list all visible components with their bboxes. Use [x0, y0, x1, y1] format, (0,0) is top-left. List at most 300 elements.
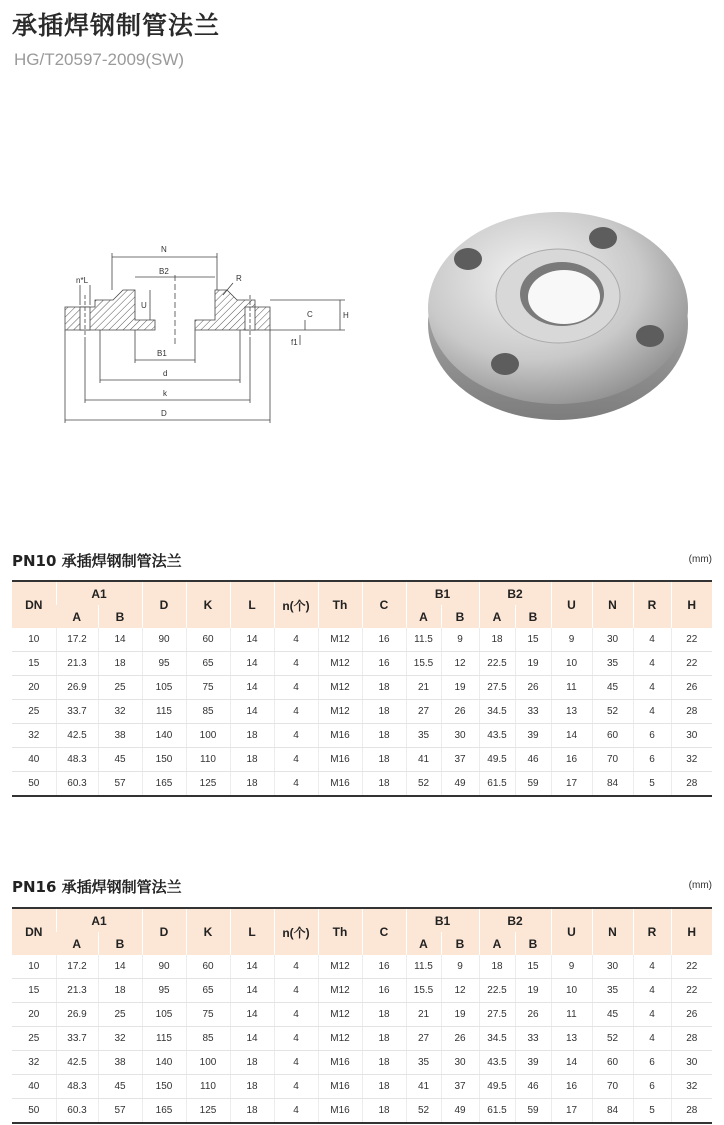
table-cell: 35: [406, 724, 441, 748]
table-cell: 19: [515, 979, 551, 1003]
table-cell: 84: [592, 1099, 633, 1124]
table-cell: 150: [142, 1075, 186, 1099]
header-b2: B2: [479, 581, 551, 605]
table-cell: 85: [186, 1027, 230, 1051]
table-cell: 4: [274, 1027, 318, 1051]
table-cell: 18: [479, 628, 515, 652]
table-cell: 95: [142, 652, 186, 676]
table-cell: 110: [186, 748, 230, 772]
table-cell: 4: [633, 1003, 671, 1027]
table-cell: 65: [186, 979, 230, 1003]
label-f1: f1: [291, 338, 298, 347]
header-b1: B1: [406, 908, 479, 932]
table-cell: 28: [671, 1099, 712, 1124]
table-cell: 70: [592, 1075, 633, 1099]
header-b2-a: A: [479, 932, 515, 955]
table-cell: 14: [551, 724, 592, 748]
table-cell: 26: [441, 700, 479, 724]
header-a1-b: B: [98, 605, 142, 628]
header-c: C: [362, 581, 406, 628]
label-d-small: d: [163, 369, 168, 378]
table-cell: 18: [362, 772, 406, 797]
header-th: Th: [318, 908, 362, 955]
table-cell: 17.2: [56, 955, 98, 979]
table-cell: 4: [274, 772, 318, 797]
table-cell: 10: [551, 652, 592, 676]
table-cell: 150: [142, 748, 186, 772]
table-cell: 19: [441, 1003, 479, 1027]
table-cell: 4: [274, 1051, 318, 1075]
table-cell: 13: [551, 700, 592, 724]
table-cell: 17: [551, 1099, 592, 1124]
table-cell: 50: [12, 772, 56, 797]
table-cell: M12: [318, 979, 362, 1003]
table-cell: 115: [142, 700, 186, 724]
label-u: U: [141, 301, 147, 310]
table-cell: 115: [142, 1027, 186, 1051]
table-cell: 90: [142, 628, 186, 652]
table-cell: 48.3: [56, 748, 98, 772]
table-cell: 22.5: [479, 652, 515, 676]
header-a1: A1: [56, 581, 142, 605]
header-a1: A1: [56, 908, 142, 932]
table-cell: 40: [12, 748, 56, 772]
table-cell: 165: [142, 772, 186, 797]
table-cell: 49.5: [479, 748, 515, 772]
table-cell: 4: [633, 979, 671, 1003]
standard-code: HG/T20597-2009(SW): [14, 50, 185, 69]
table-cell: 26.9: [56, 676, 98, 700]
table-cell: M16: [318, 1099, 362, 1124]
table-cell: 17.2: [56, 628, 98, 652]
table-row: [12, 700, 712, 724]
table-cell: 27: [406, 700, 441, 724]
table-cell: 60.3: [56, 1099, 98, 1124]
table-cell: 11: [551, 676, 592, 700]
table-cell: 49: [441, 772, 479, 797]
table-cell: 15: [12, 652, 56, 676]
table-cell: 60: [592, 724, 633, 748]
table-cell: 18: [230, 1075, 274, 1099]
table-cell: 105: [142, 676, 186, 700]
label-r: R: [236, 274, 242, 283]
label-nl: n*L: [76, 276, 89, 285]
table-cell: 4: [274, 955, 318, 979]
table-cell: 110: [186, 1075, 230, 1099]
table-cell: 48.3: [56, 1075, 98, 1099]
table-cell: 49.5: [479, 1075, 515, 1099]
table-cell: 50: [12, 1099, 56, 1124]
table-cell: 4: [633, 1027, 671, 1051]
header-k: K: [186, 581, 230, 628]
table-cell: 30: [592, 955, 633, 979]
table-row: [12, 1099, 712, 1124]
table-cell: 39: [515, 1051, 551, 1075]
table-cell: 27: [406, 1027, 441, 1051]
table-row: [12, 955, 712, 979]
table-cell: 90: [142, 955, 186, 979]
table-cell: 6: [633, 724, 671, 748]
table-cell: 59: [515, 772, 551, 797]
table-row: [12, 1075, 712, 1099]
table-cell: 32: [12, 724, 56, 748]
pn10-unit: (mm): [688, 554, 712, 565]
table-cell: 65: [186, 652, 230, 676]
label-k: k: [163, 389, 167, 398]
header-h: H: [671, 908, 712, 955]
table-cell: 45: [592, 676, 633, 700]
table-cell: 18: [98, 979, 142, 1003]
label-c: C: [307, 310, 313, 319]
table-cell: 15.5: [406, 979, 441, 1003]
pn16-unit: (mm): [688, 880, 712, 891]
table-cell: 41: [406, 1075, 441, 1099]
header-l: L: [230, 908, 274, 955]
table-cell: 13: [551, 1027, 592, 1051]
table-cell: 21: [406, 676, 441, 700]
table-cell: 45: [98, 1075, 142, 1099]
table-cell: 45: [592, 1003, 633, 1027]
header-a1-b: B: [98, 932, 142, 955]
table-cell: 30: [671, 1051, 712, 1075]
table-cell: 18: [362, 748, 406, 772]
table-cell: 37: [441, 1075, 479, 1099]
table-cell: 14: [230, 676, 274, 700]
table-cell: 33: [515, 1027, 551, 1051]
table-cell: 15: [515, 628, 551, 652]
table-cell: 26: [515, 676, 551, 700]
table-cell: 12: [441, 652, 479, 676]
table-cell: 32: [12, 1051, 56, 1075]
table-cell: 21.3: [56, 979, 98, 1003]
table-cell: 15: [515, 955, 551, 979]
table-cell: 11.5: [406, 628, 441, 652]
table-cell: 16: [362, 955, 406, 979]
table-cell: 5: [633, 1099, 671, 1124]
table-cell: 30: [592, 628, 633, 652]
header-r: R: [633, 581, 671, 628]
table-cell: 52: [592, 700, 633, 724]
header-b1: B1: [406, 581, 479, 605]
table-cell: 30: [441, 1051, 479, 1075]
header-r: R: [633, 908, 671, 955]
table-cell: 4: [274, 979, 318, 1003]
table-cell: 37: [441, 748, 479, 772]
table-cell: 19: [441, 676, 479, 700]
table-cell: 30: [441, 724, 479, 748]
header-l: L: [230, 581, 274, 628]
table-cell: 34.5: [479, 1027, 515, 1051]
table-row: [12, 1003, 712, 1027]
table-cell: 4: [633, 652, 671, 676]
pn10-section-title: PN10 承插焊钢制管法兰: [12, 552, 182, 570]
table-cell: 52: [406, 772, 441, 797]
table-cell: 11.5: [406, 955, 441, 979]
label-d-large: D: [161, 409, 167, 418]
table-row: [12, 1027, 712, 1051]
table-cell: 14: [230, 1027, 274, 1051]
table-cell: 18: [362, 1051, 406, 1075]
table-cell: 18: [98, 652, 142, 676]
table-cell: 84: [592, 772, 633, 797]
table-cell: 35: [406, 1051, 441, 1075]
table-cell: 21: [406, 1003, 441, 1027]
header-h: H: [671, 581, 712, 628]
table-cell: 12: [441, 979, 479, 1003]
flange-cross-section-drawing: [55, 235, 355, 430]
table-cell: 38: [98, 1051, 142, 1075]
table-cell: 18: [230, 1051, 274, 1075]
table-cell: 25: [12, 1027, 56, 1051]
table-cell: 6: [633, 1075, 671, 1099]
table-cell: 9: [441, 628, 479, 652]
table-cell: 18: [362, 1075, 406, 1099]
table-cell: M16: [318, 724, 362, 748]
table-cell: 100: [186, 1051, 230, 1075]
header-n-count: n(个): [274, 908, 318, 955]
table-cell: 52: [406, 1099, 441, 1124]
table-cell: 49: [441, 1099, 479, 1124]
header-dn: DN: [12, 581, 56, 628]
table-cell: M12: [318, 1003, 362, 1027]
table-cell: 60.3: [56, 772, 98, 797]
table-cell: 25: [12, 700, 56, 724]
table-cell: 9: [441, 955, 479, 979]
table-cell: 52: [592, 1027, 633, 1051]
header-b2-a: A: [479, 605, 515, 628]
table-cell: 95: [142, 979, 186, 1003]
table-row: [12, 652, 712, 676]
table-cell: 22: [671, 628, 712, 652]
table-cell: 33.7: [56, 1027, 98, 1051]
table-cell: 140: [142, 724, 186, 748]
table-cell: 4: [274, 676, 318, 700]
table-cell: 18: [362, 1099, 406, 1124]
table-cell: 33.7: [56, 700, 98, 724]
table-cell: 26: [515, 1003, 551, 1027]
table-cell: 105: [142, 1003, 186, 1027]
table-cell: 20: [12, 1003, 56, 1027]
table-cell: 16: [362, 979, 406, 1003]
pn16-spec-table: [12, 907, 712, 1124]
table-cell: 14: [230, 1003, 274, 1027]
table-cell: 14: [230, 700, 274, 724]
table-cell: 41: [406, 748, 441, 772]
label-b2: B2: [159, 267, 169, 276]
page-title: 承插焊钢制管法兰: [12, 11, 221, 40]
table-row: [12, 676, 712, 700]
table-cell: 14: [230, 979, 274, 1003]
table-cell: 46: [515, 1075, 551, 1099]
table-cell: M12: [318, 628, 362, 652]
header-b1-a: A: [406, 605, 441, 628]
table-cell: 9: [551, 955, 592, 979]
table-cell: 43.5: [479, 1051, 515, 1075]
table-cell: 6: [633, 748, 671, 772]
table-cell: M12: [318, 652, 362, 676]
table-cell: 10: [12, 955, 56, 979]
table-row: [12, 724, 712, 748]
table-cell: 16: [551, 1075, 592, 1099]
table-cell: 39: [515, 724, 551, 748]
table-cell: 60: [186, 955, 230, 979]
table-cell: 17: [551, 772, 592, 797]
table-cell: 21.3: [56, 652, 98, 676]
table-cell: 34.5: [479, 700, 515, 724]
table-cell: 22: [671, 979, 712, 1003]
table-cell: 18: [479, 955, 515, 979]
pn10-table-body: [12, 628, 712, 796]
header-b2: B2: [479, 908, 551, 932]
table-cell: 125: [186, 772, 230, 797]
table-cell: 61.5: [479, 1099, 515, 1124]
table-cell: 4: [274, 628, 318, 652]
table-cell: 26: [671, 676, 712, 700]
table-cell: 38: [98, 724, 142, 748]
table-cell: 25: [98, 1003, 142, 1027]
table-cell: 4: [274, 1099, 318, 1124]
table-cell: 26.9: [56, 1003, 98, 1027]
label-b1: B1: [157, 349, 167, 358]
table-cell: 18: [230, 748, 274, 772]
table-row: [12, 979, 712, 1003]
table-cell: 30: [671, 724, 712, 748]
table-cell: 4: [274, 724, 318, 748]
table-cell: 6: [633, 1051, 671, 1075]
table-cell: 20: [12, 676, 56, 700]
table-cell: 15.5: [406, 652, 441, 676]
table-cell: 4: [274, 700, 318, 724]
table-cell: 35: [592, 652, 633, 676]
table-cell: 75: [186, 676, 230, 700]
header-u: U: [551, 581, 592, 628]
table-cell: M12: [318, 676, 362, 700]
header-th: Th: [318, 581, 362, 628]
table-cell: 9: [551, 628, 592, 652]
table-cell: 14: [98, 628, 142, 652]
table-cell: 4: [633, 676, 671, 700]
table-cell: M16: [318, 1051, 362, 1075]
label-n: N: [161, 245, 167, 254]
table-cell: 10: [12, 628, 56, 652]
table-cell: 19: [515, 652, 551, 676]
header-a1-a: A: [56, 605, 98, 628]
table-cell: 60: [592, 1051, 633, 1075]
table-cell: 22: [671, 955, 712, 979]
header-d: D: [142, 908, 186, 955]
table-cell: 26: [441, 1027, 479, 1051]
table-cell: 45: [98, 748, 142, 772]
header-k: K: [186, 908, 230, 955]
table-cell: 35: [592, 979, 633, 1003]
table-cell: 27.5: [479, 1003, 515, 1027]
table-cell: 32: [671, 1075, 712, 1099]
table-cell: 4: [633, 628, 671, 652]
table-cell: M16: [318, 748, 362, 772]
table-cell: M12: [318, 700, 362, 724]
table-cell: 27.5: [479, 676, 515, 700]
header-d: D: [142, 581, 186, 628]
header-dn: DN: [12, 908, 56, 955]
table-cell: 25: [98, 676, 142, 700]
table-cell: 100: [186, 724, 230, 748]
table-cell: 18: [230, 1099, 274, 1124]
table-cell: 40: [12, 1075, 56, 1099]
table-cell: 26: [671, 1003, 712, 1027]
table-cell: 10: [551, 979, 592, 1003]
table-cell: 28: [671, 700, 712, 724]
table-cell: M12: [318, 955, 362, 979]
header-b1-b: B: [441, 932, 479, 955]
table-cell: 32: [98, 1027, 142, 1051]
table-cell: 42.5: [56, 724, 98, 748]
table-cell: M16: [318, 1075, 362, 1099]
table-cell: 4: [633, 700, 671, 724]
table-cell: 16: [362, 628, 406, 652]
table-cell: 57: [98, 772, 142, 797]
table-cell: 14: [551, 1051, 592, 1075]
table-cell: 28: [671, 772, 712, 797]
table-cell: M16: [318, 772, 362, 797]
table-cell: 43.5: [479, 724, 515, 748]
table-cell: M12: [318, 1027, 362, 1051]
table-cell: 18: [230, 772, 274, 797]
table-cell: 15: [12, 979, 56, 1003]
table-cell: 165: [142, 1099, 186, 1124]
header-n: N: [592, 581, 633, 628]
header-b1-a: A: [406, 932, 441, 955]
table-row: [12, 628, 712, 652]
header-b1-b: B: [441, 605, 479, 628]
header-u: U: [551, 908, 592, 955]
table-cell: 18: [362, 700, 406, 724]
table-row: [12, 1051, 712, 1075]
table-cell: 18: [362, 724, 406, 748]
table-cell: 42.5: [56, 1051, 98, 1075]
table-cell: 18: [362, 1003, 406, 1027]
table-cell: 140: [142, 1051, 186, 1075]
table-cell: 4: [274, 1003, 318, 1027]
pn16-section-title: PN16 承插焊钢制管法兰: [12, 878, 182, 896]
header-n-count: n(个): [274, 581, 318, 628]
header-b2-b: B: [515, 932, 551, 955]
table-cell: 5: [633, 772, 671, 797]
table-cell: 4: [633, 955, 671, 979]
table-cell: 14: [230, 652, 274, 676]
label-h: H: [343, 311, 349, 320]
table-cell: 33: [515, 700, 551, 724]
table-cell: 61.5: [479, 772, 515, 797]
table-cell: 125: [186, 1099, 230, 1124]
table-cell: 60: [186, 628, 230, 652]
table-cell: 28: [671, 1027, 712, 1051]
table-cell: 22.5: [479, 979, 515, 1003]
flange-photo: [420, 196, 695, 426]
table-cell: 14: [230, 628, 274, 652]
table-row: [12, 772, 712, 797]
header-a1-a: A: [56, 932, 98, 955]
table-cell: 11: [551, 1003, 592, 1027]
pn10-spec-table: [12, 580, 712, 797]
table-cell: 32: [98, 700, 142, 724]
header-b2-b: B: [515, 605, 551, 628]
table-cell: 22: [671, 652, 712, 676]
table-cell: 4: [274, 652, 318, 676]
table-cell: 14: [98, 955, 142, 979]
table-cell: 16: [362, 652, 406, 676]
table-cell: 70: [592, 748, 633, 772]
pn16-table-body: [12, 955, 712, 1123]
